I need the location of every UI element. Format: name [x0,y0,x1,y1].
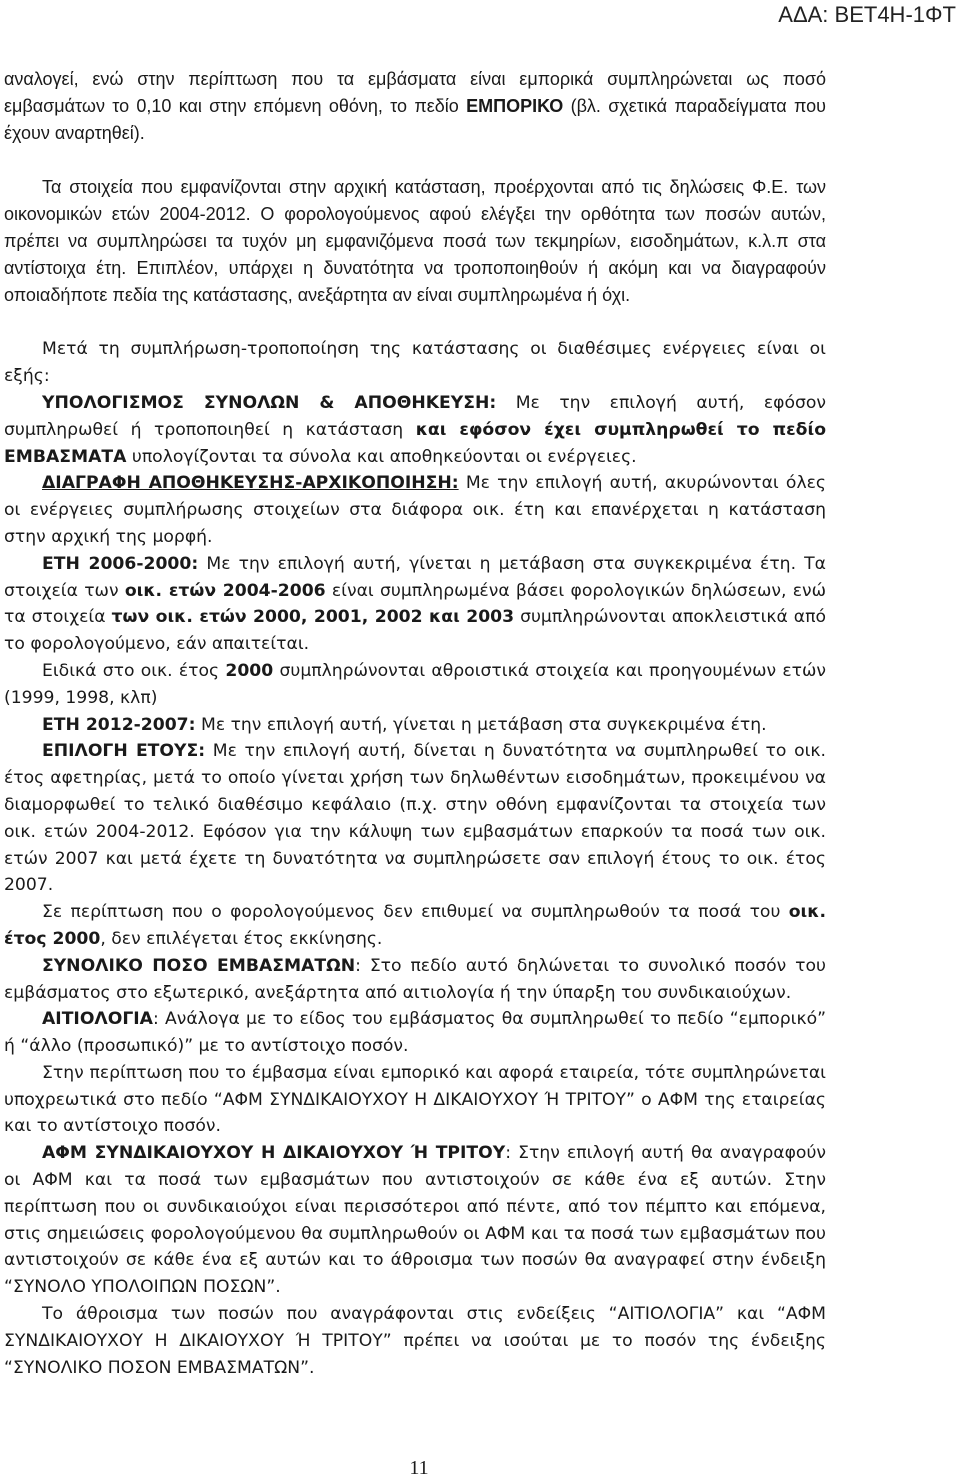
paragraph-initial-state: Τα στοιχεία που εμφανίζονται στην αρχική κατάσταση, προέρχονται από τις δηλώσεις Φ.Ε. των οικονομικών ετών 2004-2012. Ο φορολογούμενος αφού ελέγξει την ορθότητα των ποσών αυτών, πρέπει να συμπληρώσει τα τυχόν μη εμφανιζόμενα ποσά των τεκμηρίων, εισοδημάτων, κ.λ.π στα αντίστοιχα έτη. Επιπλέον, υπάρχει η δυνατότητα να τροποποιηθούν ή ακόμη και να διαγραφούν οποιαδήποτε πεδία της κατάστασης, ανεξάρτητα αν είναι συμπληρωμένα ή όχι. [4,177,826,305]
paragraph-reason: ΑΙΤΙΟΛΟΓΙΑ: Ανάλογα με το είδος του εμβάσματος θα συμπληρωθεί το πεδίο “εμπορικό” ή “άλλο (προσωπικό)” με το αντίστοιχο ποσόν. [4,1009,826,1057]
paragraph-calc-save: ΥΠΟΛΟΓΙΣΜΟΣ ΣΥΝΟΛΩΝ & ΑΠΟΘΗΚΕΥΣΗ: Με την επιλογή αυτή, εφόσον συμπληρωθεί ή τροποποιηθεί η κατάσταση και εφόσον έχει συμπληρωθεί το πεδίο ΕΜΒΑΣΜΑΤΑ υπολογίζονται τα σύνολα και αποθηκεύονται οι ενέργειες. [4,392,827,467]
document-body [4,66,826,1381]
paragraph-no-start-year: Σε περίπτωση που ο φορολογούμενος δεν επιθυμεί να συμπληρωθούν τα ποσά του οικ. έτος 2000, δεν επιλέγεται έτος εκκίνησης. [4,902,826,949]
paragraph-total-remittance: ΣΥΝΟΛΙΚΟ ΠΟΣΟ ΕΜΒΑΣΜΑΤΩΝ: Στο πεδίο αυτό δηλώνεται το συνολικό ποσόν του εμβάσματος στο εξωτερικό, ανεξάρτητα από αιτιολογία ή την ύπαρξη του συνδικαιούχων. [4,955,826,1003]
page-number: 11 [409,1457,429,1479]
paragraph-year-2000: Ειδικά στο οικ. έτος 2000 συμπληρώνονται αθροιστικά στοιχεία και προηγουμένων ετών (1999, 1998, κλπ) [4,660,826,708]
paragraph-years-2012-2007: ΕΤΗ 2012-2007: Με την επιλογή αυτή, γίνεται η μετάβαση στα συγκεκριμένα έτη. [42,714,767,735]
paragraph-years-2006-2000: ΕΤΗ 2006-2000: Με την επιλογή αυτή, γίνεται η μετάβαση στα συγκεκριμένα έτη. Τα στοιχεία των οικ. ετών 2004-2006 είναι συμπληρωμένα βάσει φορολογικών δηλώσεων, ενώ τα στοιχεία των οικ. ετών 2000, 2001, 2002 και 2003 συμπληρώνονται αποκλειστικά από το φορολογούμενο, εάν απαιτείται. [4,553,827,655]
paragraph-sum-check: Το άθροισμα των ποσών που αναγράφονται στις ενδείξεις “ΑΙΤΙΟΛΟΓΙΑ” και “ΑΦΜ ΣΥΝΔΙΚΑΙΟΥΧΟΥ Η ΔΙΚΑΙΟΥΧΟΥ Ή ΤΡΙΤΟΥ” πρέπει να ισούται με το ποσόν της ένδειξης “ΣΥΝΟΛΙΚΟ ΠΟΣΟΝ ΕΜΒΑΣΜΑΤΩΝ”. [4,1304,826,1378]
paragraph-actions-intro: Μετά τη συμπλήρωση-τροποποίηση της κατάστασης οι διαθέσιμες ενέργειες είναι οι εξής: [4,339,826,387]
paragraph-year-select: ΕΠΙΛΟΓΗ ΕΤΟΥΣ: Με την επιλογή αυτή, δίνεται η δυνατότητα να συμπληρωθεί το οικ. έτος αφετηρίας, μετά το οποίο γίνεται χρήση των δηλωθέντων εισοδημάτων, προκειμένου να διαμορφωθεί το τελικό διαθέσιμο κεφάλαιο (π.χ. στην οθόνη εμφανίζονται τα στοιχεία των οικ. ετών 2004-2012. Εφόσον για την κάλυψη των εμβασμάτων επαρκούν τα ποσά των οικ. ετών 2007 και μετά έχετε τη δυνατότητα να συμπληρώσετε σαν επιλογή έτους το οικ. έτος 2007. [4,741,826,896]
ada-code: ΑΔΑ: ΒΕΤ4Η-1ΦΤ [778,2,956,27]
paragraph-intro: αναλογεί, ενώ στην περίπτωση που τα εμβάσματα είναι εμπορικά συμπληρώνεται ως ποσό εμβασμάτων το 0,10 και στην επόμενη οθόνη, το πεδίο ΕΜΠΟΡΙΚΟ (βλ. σχετικά παραδείγματα που έχουν αναρτηθεί). [4,69,826,143]
paragraph-beneficiary-afm: ΑΦΜ ΣΥΝΔΙΚΑΙΟΥΧΟΥ Η ΔΙΚΑΙΟΥΧΟΥ Ή ΤΡΙΤΟΥ: Στην επιλογή αυτή θα αναγραφούν οι ΑΦΜ και τα ποσά των εμβασμάτων που αντιστοιχούν σε κάθε ένα εξ αυτών. Στην περίπτωση που οι συνδικαιούχοι είναι περισσότεροι από πέντε, από τον πέμπτο και επόμενα, στις σημειώσεις φορολογούμενου θα συμπληρωθούν οι ΑΦΜ και τα ποσά των εμβασμάτων που αντιστοιχούν σε κάθε ένα εξ αυτών και το άθροισμα των ποσών θα αναγραφεί στην ένδειξη “ΣΥΝΟΛΟ ΥΠΟΛΟΙΠΩΝ ΠΟΣΩΝ”. [4,1143,826,1298]
paragraph-commercial-company: Στην περίπτωση που το έμβασμα είναι εμπορικό και αφορά εταιρεία, τότε συμπληρώνεται υποχρεωτικά στο πεδίο “ΑΦΜ ΣΥΝΔΙΚΑΙΟΥΧΟΥ Η ΔΙΚΑΙΟΥΧΟΥ Ή ΤΡΙΤΟΥ” ο ΑΦΜ της εταιρείας και το αντίστοιχο ποσόν. [4,1062,826,1137]
paragraph-delete-reset: ΔΙΑΓΡΑΦΗ ΑΠΟΘΗΚΕΥΣΗΣ-ΑΡΧΙΚΟΠΟΙΗΣΗ: Με την επιλογή αυτή, ακυρώνονται όλες οι ενέργειες συμπλήρωσης στοιχείων στα διάφορα οικ. έτη και επανέρχεται η κατάσταση στην αρχική της μορφή. [4,473,826,547]
